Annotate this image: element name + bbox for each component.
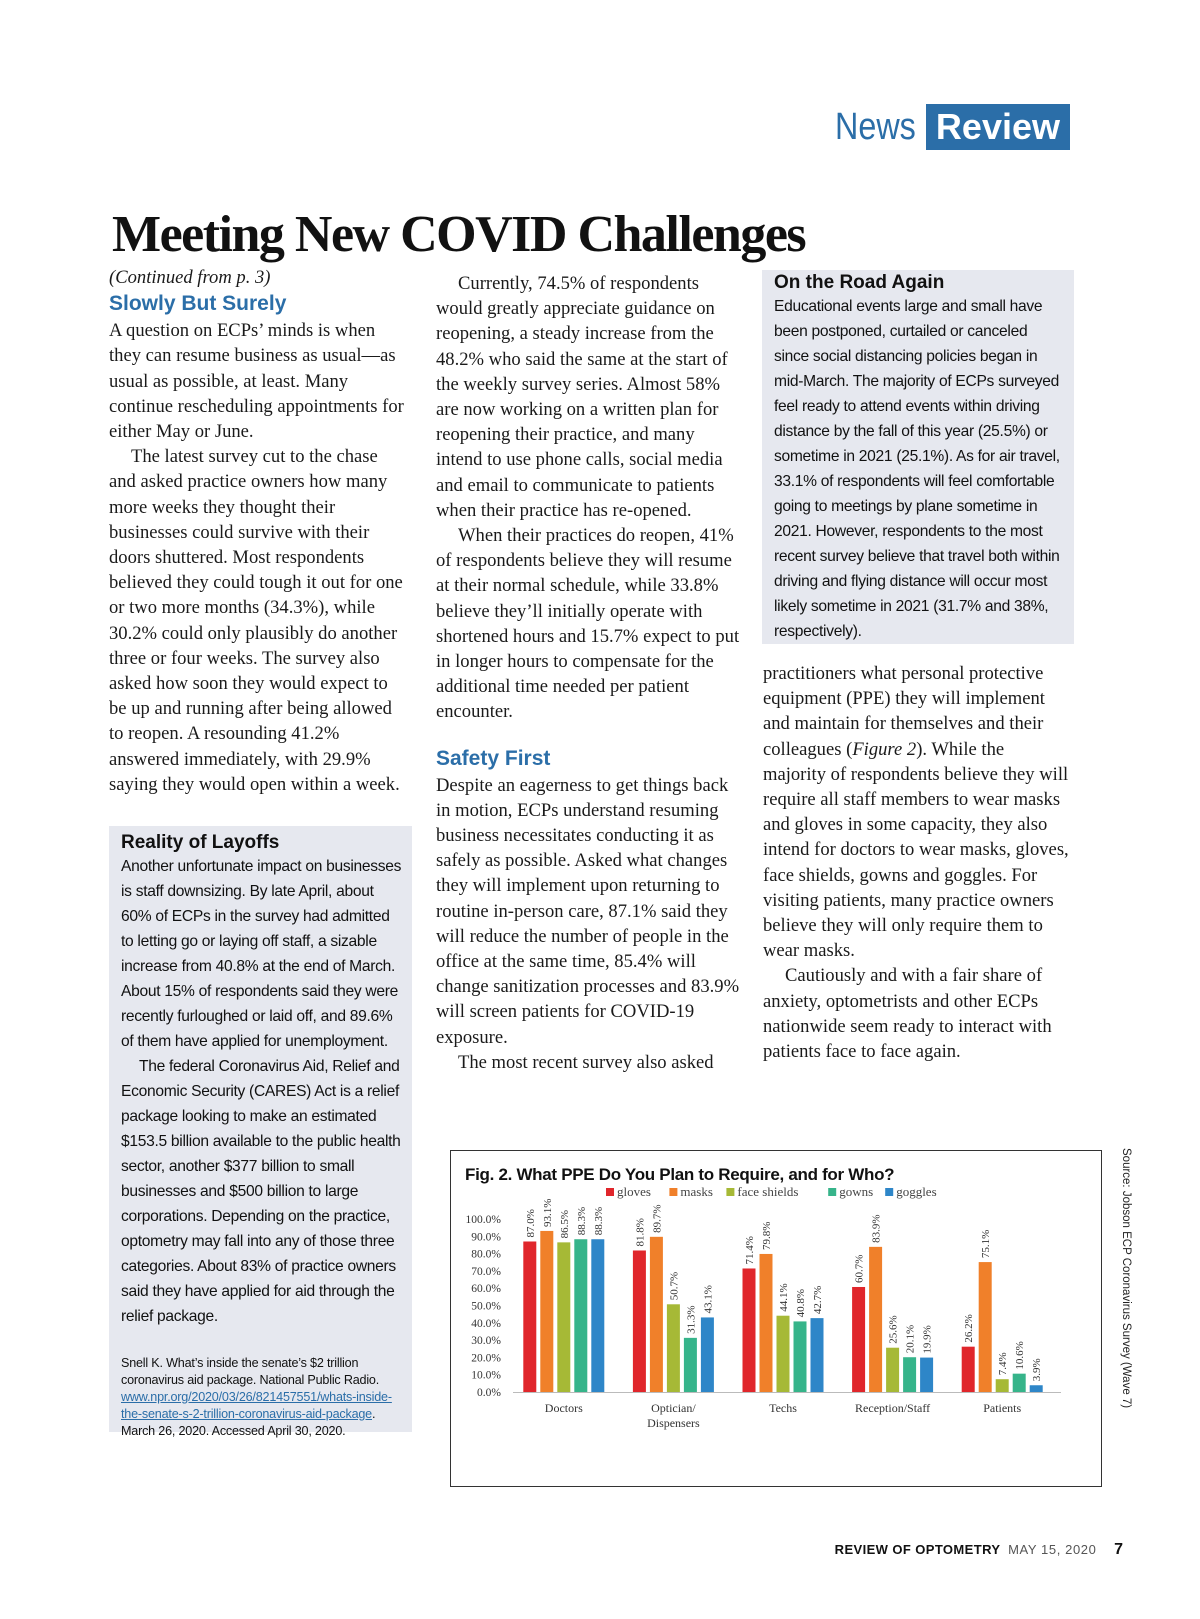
column-2 — [436, 271, 741, 1075]
column-1 — [109, 265, 409, 797]
bar — [979, 1262, 992, 1392]
category-label: Patients — [983, 1401, 1022, 1415]
bar — [650, 1237, 663, 1392]
column-3 — [763, 661, 1071, 1064]
data-label: 60.7% — [853, 1254, 866, 1283]
data-label: 79.8% — [761, 1221, 773, 1250]
category-label: Doctors — [544, 1401, 583, 1415]
legend-label: gowns — [839, 1184, 874, 1199]
continued-note: (Continued from p. 3) — [109, 267, 271, 288]
data-label: 43.1% — [702, 1285, 715, 1314]
reference-text: Snell K. What’s inside the senate’s $2 trillion coronavirus aid package. National Public Radio. — [121, 1356, 380, 1387]
y-tick-label: 70.0% — [471, 1265, 501, 1278]
source-text: Source: Jobson ECP Coronavirus Survey (Wave 7) — [1120, 1148, 1132, 1409]
data-label: 50.7% — [668, 1271, 681, 1301]
bar — [1030, 1385, 1043, 1392]
sidebar-paragraph: The federal Coronavirus Aid, Relief and Economic Security (CARES) Act is a relief package looking to make an estimated $153.5 billion available to the public health sector, another $377 billion to small businesses and $500 billion to large corporations. Depending on the practice, optometry may fall into any of those three categories. About 83% of practice owners said they have applied for aid through the relief package. — [121, 1058, 401, 1325]
sidebar-title: On the Road Again — [774, 272, 945, 293]
bar — [523, 1241, 536, 1392]
paragraph: When their practices do reopen, 41% of respondents believe they will resume at their normal schedule, while 33.8% believe they’ll initially operate with shortened hours and 15.7% expect to put in longer hours to compensate for the additional time needed per patient encounter. — [436, 525, 740, 723]
bar — [743, 1268, 756, 1392]
figure-2 — [450, 1150, 1102, 1487]
data-label: 26.2% — [963, 1314, 976, 1343]
y-tick-label: 30.0% — [471, 1335, 501, 1348]
paragraph: The most recent survey also asked — [458, 1051, 714, 1073]
data-label: 88.3% — [592, 1206, 605, 1236]
category-label: Reception/Staff — [855, 1401, 931, 1415]
bar — [633, 1250, 646, 1392]
bar — [996, 1379, 1009, 1392]
bar — [1013, 1374, 1026, 1392]
data-label: 87.0% — [524, 1209, 537, 1238]
figure-reference: Figure 2 — [852, 738, 917, 760]
reference-link[interactable]: www.npr.org/2020/03/26/821457551/whats-inside-the-senate-s-2-trillion-coronavirus-aid-package — [121, 1390, 392, 1421]
data-label: 44.1% — [778, 1283, 790, 1312]
y-tick-label: 60.0% — [471, 1283, 501, 1296]
bar — [667, 1304, 680, 1392]
sidebar-on-the-road-again — [762, 270, 1074, 644]
bar — [557, 1242, 570, 1392]
data-label: 89.7% — [651, 1204, 664, 1233]
legend-swatch — [726, 1188, 734, 1196]
ppe-bar-chart — [451, 1151, 1101, 1486]
category-label: Optician/ Dispensers — [647, 1401, 700, 1430]
y-tick-label: 10.0% — [471, 1369, 501, 1382]
legend-swatch — [885, 1188, 893, 1196]
y-tick-label: 40.0% — [471, 1317, 501, 1330]
bar — [760, 1254, 773, 1392]
section-news-label: News — [834, 106, 916, 148]
bar — [777, 1316, 790, 1392]
data-label: 3.9% — [1031, 1358, 1044, 1382]
sidebar-reality-of-layoffs — [109, 826, 412, 1438]
paragraph: The latest survey cut to the chase and asked practice owners how many more weeks they thought their businesses could survive with their doors shuttered. Most respondents believed they could tough it out for one or two more months (34.3%), while 30.2% could only plausibly do another three or four weeks. The survey also asked how soon they would expect to be up and running after being allowed to reopen. A resounding 41.2% answered immediately, with 29.9% saying they would open within a week. — [109, 446, 403, 795]
bar — [794, 1321, 807, 1392]
bar — [811, 1318, 824, 1392]
section-review-label: Review — [926, 104, 1070, 150]
paragraph: Cautiously and with a fair share of anxiety, optometrists and other ECPs nationwide seem ready to interact with patients face to face again. — [763, 965, 1052, 1063]
article-headline: Meeting New COVID Challenges — [112, 206, 806, 263]
reference-text-end: . March 26, 2020. Accessed April 30, 2020. — [121, 1407, 376, 1438]
sidebar-paragraph: Another unfortunate impact on businesses is staff downsizing. By late April, about 60% of ECPs in the survey had admitted to letting go or laying off staff, a sizable increase from 40.8% at the end of March. About 15% of respondents said they were recently furloughed or laid off, and 89.6% of them have applied for unemployment. — [121, 858, 402, 1050]
paragraph: Despite an eagerness to get things back in motion, ECPs understand resuming business necessitates conducting it as safely as possible. Asked what changes they will implement upon returning to routine in-person care, 87.1% said they will reduce the number of people in the office at the same time, 85.4% will change sanitization processes and 83.9% will screen patients for COVID-19 exposure. — [436, 774, 740, 1048]
page-footer — [835, 1541, 1123, 1559]
paragraph: A question on ECPs’ minds is when they can resume business as usual—as usual as possible, at least. Many continue rescheduling appointments for either May or June. — [109, 320, 404, 443]
y-tick-label: 100.0% — [465, 1214, 501, 1226]
data-label: 88.3% — [575, 1206, 588, 1236]
data-label: 20.1% — [904, 1324, 917, 1354]
paragraph: Currently, 74.5% of respondents would greatly appreciate guidance on reopening, a steady increase from the 48.2% who said the same at the start of the weekly survey series. Almost 58% are now working on a written plan for reopening their practice, and many intend to use phone calls, social media and email to communicate to patients when their practice has re-opened. — [436, 273, 728, 521]
subhead-safety-first: Safety First — [436, 746, 551, 770]
legend-label: gloves — [617, 1184, 651, 1199]
legend-swatch — [669, 1188, 677, 1196]
subhead-slowly-but-surely: Slowly But Surely — [109, 292, 287, 316]
data-label: 10.6% — [1014, 1341, 1027, 1370]
figure-title: Fig. 2. What PPE Do You Plan to Require, and for Who? — [465, 1165, 895, 1184]
bar — [903, 1357, 916, 1392]
data-label: 71.4% — [744, 1236, 756, 1265]
magazine-name: REVIEW OF OPTOMETRY — [834, 1542, 1001, 1557]
data-label: 93.1% — [541, 1198, 554, 1227]
data-label: 83.9% — [870, 1214, 883, 1243]
bar — [540, 1231, 553, 1392]
bar — [701, 1317, 714, 1392]
issue-date: MAY 15, 2020 — [1008, 1542, 1097, 1557]
legend-label: goggles — [896, 1184, 937, 1199]
legend-swatch — [606, 1188, 614, 1196]
data-label: 19.9% — [921, 1325, 934, 1354]
paragraph-text-end: ). While the majority of respondents believe they will require all staff members to wear masks and gloves in some capacity, they also intend for doctors to wear masks, gloves, face shields, gowns and goggles. For visiting patients, many practice owners believe they will only require them to wear masks. — [763, 738, 1069, 962]
legend-swatch — [828, 1188, 836, 1196]
data-label: 75.1% — [980, 1229, 993, 1259]
legend-label: face shields — [737, 1184, 799, 1199]
bar — [591, 1239, 604, 1392]
figure-source — [1118, 1148, 1134, 1409]
bar — [684, 1338, 697, 1392]
paragraph-text: practitioners what personal protective equipment (PPE) they will implement and maintain for themselves and their colleagues ( — [763, 663, 1045, 760]
paragraph — [763, 661, 1071, 963]
category-label: Techs — [769, 1401, 797, 1415]
sidebar-title: Reality of Layoffs — [121, 832, 280, 853]
data-label: 42.7% — [812, 1285, 824, 1315]
data-label: 7.4% — [997, 1352, 1010, 1376]
y-tick-label: 0.0% — [477, 1387, 501, 1399]
y-tick-label: 50.0% — [471, 1300, 501, 1313]
data-label: 86.5% — [558, 1209, 571, 1239]
page-number: 7 — [1114, 1541, 1123, 1558]
bar — [920, 1358, 933, 1392]
bar — [574, 1239, 587, 1392]
data-label: 40.8% — [795, 1288, 807, 1318]
y-tick-label: 80.0% — [471, 1248, 501, 1261]
legend-label: masks — [680, 1184, 713, 1199]
bar — [852, 1287, 865, 1392]
bar — [962, 1347, 975, 1392]
data-label: 25.6% — [887, 1315, 900, 1344]
data-label: 81.8% — [634, 1218, 647, 1247]
section-tag — [819, 104, 1070, 150]
sidebar-paragraph: Educational events large and small have been postponed, curtailed or canceled since social distancing policies began in mid-March. The majority of ECPs surveyed feel ready to attend events within driving distance by the fall of this year (25.5%) or sometime in 2021 (25.1%). As for air travel, 33.1% of respondents will feel comfortable going to meetings by plane sometime in 2021. However, respondents to the most recent survey believe that travel both within driving and flying distance will occur most likely sometime in 2021 (31.7% and 38%, respectively). — [774, 298, 1060, 640]
bar — [869, 1247, 882, 1392]
y-tick-label: 20.0% — [471, 1352, 501, 1365]
data-label: 31.3% — [685, 1305, 698, 1334]
y-tick-label: 90.0% — [471, 1231, 501, 1244]
reference — [121, 1355, 402, 1440]
bar — [886, 1348, 899, 1392]
